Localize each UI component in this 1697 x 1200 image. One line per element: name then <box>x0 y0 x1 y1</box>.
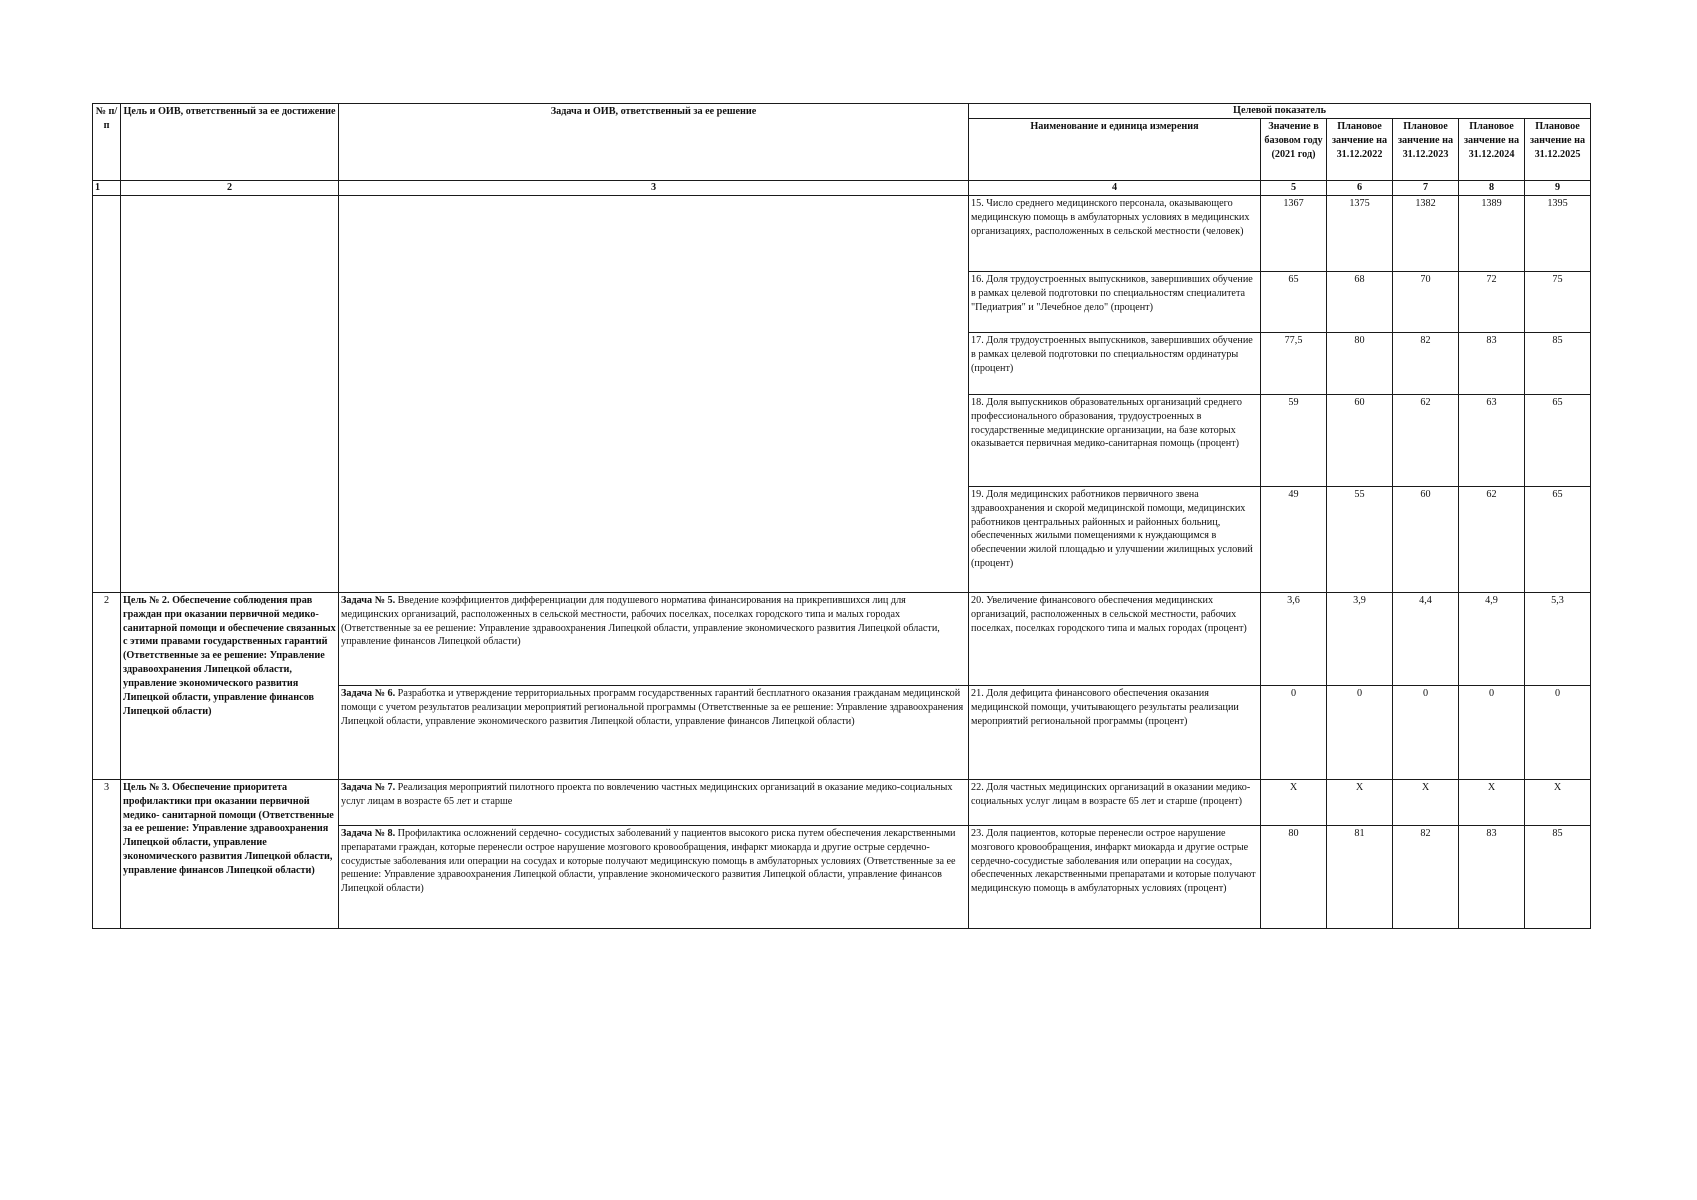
task-text: Профилактика осложнений сердечно- сосудистых заболеваний у пациентов высокого риска путем обеспечения лекарственными препаратами граждан, которые перенесли острое нарушение мозгового кровообращения, инфаркт миокарда и другие острые сердечно- сосудистые заболевания или операции на сосудах и которые получают медицинскую помощь в амбулаторных условиях (Ответственные за ее решение: Управление здравоохранения Липецкой области, управление экономического развития Липецкой области, управление финансов Липецкой области) <box>341 827 956 895</box>
task-8-cell <box>339 825 969 928</box>
task-text: Введение коэффициентов дифференциации для подушевого норматива финансирования на прикрепившихся лиц для медицинских организаций, расположенных в сельской местности, рабочих поселках, поселках городского типа и малых городах (Ответственные за ее решение: Управление здравоохранения Липецкой области, управление экономического развития Липецкой области, управление финансов Липецкой области) <box>341 594 940 648</box>
indicator-value: 0 <box>1327 685 1393 779</box>
task-label: Задача № 8. <box>341 827 396 839</box>
indicator-value: 4,9 <box>1459 592 1525 685</box>
indicator-value: 72 <box>1459 271 1525 332</box>
indicator-value: 3,9 <box>1327 592 1393 685</box>
indicator-name: 19. Доля медицинских работников первичного звена здравоохранения и скорой медицинской помощи, медицинских работников центральных районных и районных больниц, обеспеченных жилыми помещениями к нуждающимся в обеспечении жилой площадью и улучшении жилищных условий (процент) <box>969 486 1261 592</box>
indicator-value: 70 <box>1393 271 1459 332</box>
goal-2-cell: Цель № 2. Обеспечение соблюдения прав граждан при оказании первичной медико- санитарной помощи и обеспечение связанных с этими правами государственных гарантий (Ответственные за ее решение: Управление здравоохранения Липецкой области, управление экономического развития Липецкой области, управление финансов Липецкой области) <box>121 592 339 779</box>
indicator-value: 1389 <box>1459 195 1525 271</box>
indicator-value: 3,6 <box>1261 592 1327 685</box>
indicator-value: 82 <box>1393 825 1459 928</box>
indicator-name: 21. Доля дефицита финансового обеспечения оказания медицинской помощи, учитывающего результаты реализации мероприятий региональной программы (процент) <box>969 685 1261 779</box>
indicator-value: 55 <box>1327 486 1393 592</box>
task-7-cell <box>339 779 969 825</box>
indicator-value: 83 <box>1459 825 1525 928</box>
col-number: 6 <box>1327 180 1393 195</box>
indicator-name: 23. Доля пациентов, которые перенесли острое нарушение мозгового кровообращения, инфаркт миокарда и другие острые сердечно-сосудистые заболевания или операции на сосудах, обеспеченных лекарственными препаратами и которые получают медицинскую помощь в амбулаторных условиях (процент) <box>969 825 1261 928</box>
goal-number: 2 <box>93 592 121 779</box>
header-plan-2023: Плановое занчение на 31.12.2023 <box>1393 118 1459 180</box>
col-number: 3 <box>339 180 969 195</box>
header-row-1 <box>93 104 1591 119</box>
header-target: Целевой показатель <box>969 104 1591 119</box>
col-number: 5 <box>1261 180 1327 195</box>
indicator-value: 62 <box>1459 486 1525 592</box>
indicator-name: 16. Доля трудоустроенных выпускников, завершивших обучение в рамках целевой подготовки по специальностям специалитета "Педиатрия" и "Лечебное дело" (процент) <box>969 271 1261 332</box>
task-label: Задача № 6. <box>341 687 396 699</box>
indicator-name: 22. Доля частных медицинских организаций в оказании медико- социальных услуг лицам в возрасте 65 лет и старше (процент) <box>969 779 1261 825</box>
indicator-value: 85 <box>1525 825 1591 928</box>
indicator-value: Х <box>1525 779 1591 825</box>
indicator-name: 20. Увеличение финансового обеспечения медицинских организаций, расположенных в сельской местности, рабочих поселках, поселках городского типа и малых городах (процент) <box>969 592 1261 685</box>
indicator-value: 62 <box>1393 394 1459 486</box>
indicator-value: Х <box>1393 779 1459 825</box>
task-5-cell <box>339 592 969 685</box>
indicator-value: Х <box>1459 779 1525 825</box>
indicator-value: 60 <box>1393 486 1459 592</box>
task-label: Задача № 5. <box>341 594 396 606</box>
empty-cell <box>339 195 969 592</box>
indicator-value: 1395 <box>1525 195 1591 271</box>
task-text: Разработка и утверждение территориальных программ государственных гарантий бесплатного оказания гражданам медицинской помощи с учетом результатов реализации мероприятий региональной программы (Ответственные за ее решение: Управление здравоохранения Липецкой области, управление экономического развития Липецкой области, управление финансов Липецкой области) <box>341 687 964 727</box>
indicator-value: 0 <box>1393 685 1459 779</box>
indicator-value: 83 <box>1459 332 1525 394</box>
header-goal: Цель и ОИВ, ответственный за ее достижение <box>121 104 339 181</box>
indicator-value: 85 <box>1525 332 1591 394</box>
indicator-value: 5,3 <box>1525 592 1591 685</box>
indicator-value: 59 <box>1261 394 1327 486</box>
indicator-value: 4,4 <box>1393 592 1459 685</box>
indicator-value: Х <box>1327 779 1393 825</box>
table-row <box>93 779 1591 825</box>
header-plan-2025: Плановое занчение на 31.12.2025 <box>1525 118 1591 180</box>
indicator-value: 65 <box>1525 394 1591 486</box>
task-6-cell <box>339 685 969 779</box>
col-number: 9 <box>1525 180 1591 195</box>
col-number: 2 <box>121 180 339 195</box>
indicator-value: 0 <box>1525 685 1591 779</box>
indicator-value: 81 <box>1327 825 1393 928</box>
col-number: 1 <box>93 180 121 195</box>
indicator-value: 0 <box>1459 685 1525 779</box>
col-number: 8 <box>1459 180 1525 195</box>
indicator-value: 80 <box>1327 332 1393 394</box>
indicator-name: 17. Доля трудоустроенных выпускников, завершивших обучение в рамках целевой подготовки по специальностям ординатуры (процент) <box>969 332 1261 394</box>
indicator-value: 65 <box>1525 486 1591 592</box>
indicator-value: Х <box>1261 779 1327 825</box>
indicator-value: 77,5 <box>1261 332 1327 394</box>
header-task: Задача и ОИВ, ответственный за ее решение <box>339 104 969 181</box>
col-number: 4 <box>969 180 1261 195</box>
header-plan-2022: Плановое занчение на 31.12.2022 <box>1327 118 1393 180</box>
indicator-value: 1375 <box>1327 195 1393 271</box>
indicator-name: 15. Число среднего медицинского персонала, оказывающего медицинскую помощь в амбулаторных условиях в медицинских организациях, расположенных в сельской местности (человек) <box>969 195 1261 271</box>
indicator-value: 1367 <box>1261 195 1327 271</box>
indicator-value: 65 <box>1261 271 1327 332</box>
indicator-name: 18. Доля выпускников образовательных организаций среднего профессионального образования, трудоустроенных в государственные медицинские организации, на базе которых оказывается первичная медико-санитарная помощь (процент) <box>969 394 1261 486</box>
indicator-value: 0 <box>1261 685 1327 779</box>
indicator-value: 63 <box>1459 394 1525 486</box>
task-label: Задача № 7. <box>341 781 396 793</box>
goal-3-cell: Цель № 3. Обеспечение приоритета профилактики при оказании первичной медико- санитарной помощи (Ответственные за ее решение: Управление здравоохранения Липецкой области, управление экономического развития Липецкой области, управление финансов Липецкой области) <box>121 779 339 928</box>
indicator-value: 60 <box>1327 394 1393 486</box>
empty-cell <box>93 195 121 592</box>
indicator-value: 75 <box>1525 271 1591 332</box>
indicator-value: 80 <box>1261 825 1327 928</box>
empty-cell <box>121 195 339 592</box>
task-text: Реализация мероприятий пилотного проекта по вовлечению частных медицинских организаций в оказание медико-социальных услуг лицам в возрасте 65 лет и старше <box>341 781 953 807</box>
header-num: № п/п <box>93 104 121 181</box>
indicator-value: 1382 <box>1393 195 1459 271</box>
indicator-value: 68 <box>1327 271 1393 332</box>
col-number: 7 <box>1393 180 1459 195</box>
indicator-value: 82 <box>1393 332 1459 394</box>
table-row <box>93 592 1591 685</box>
header-plan-2024: Плановое занчение на 31.12.2024 <box>1459 118 1525 180</box>
goal-number: 3 <box>93 779 121 928</box>
column-number-row <box>93 180 1591 195</box>
table-row <box>93 195 1591 271</box>
targets-table <box>92 103 1591 929</box>
header-base: Значение в базовом году (2021 год) <box>1261 118 1327 180</box>
header-name-unit: Наименование и единица измерения <box>969 118 1261 180</box>
indicator-value: 49 <box>1261 486 1327 592</box>
